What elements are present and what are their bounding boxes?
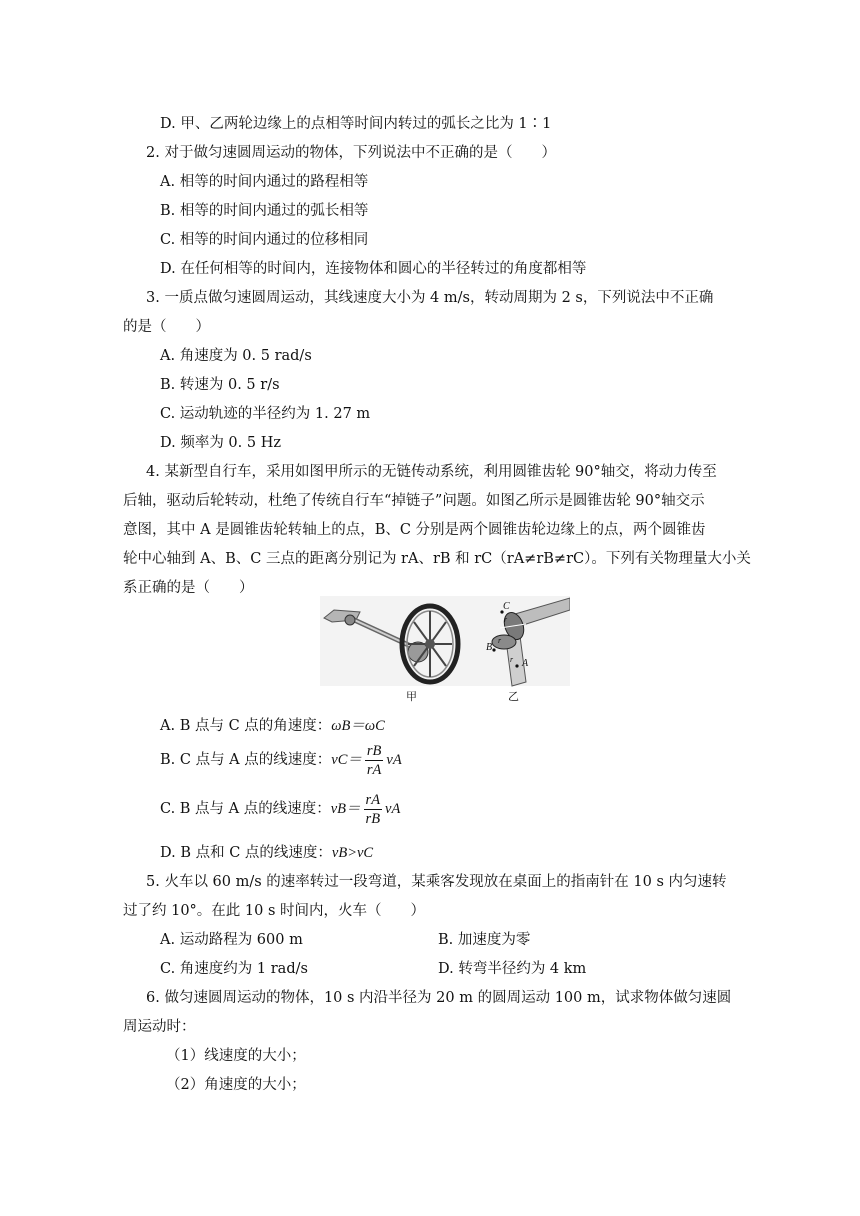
q5-option-a: A. 运动路程为 600 m (160, 932, 303, 948)
q4-option-b-fraction (365, 742, 384, 779)
q1-option-d: D. 甲、乙两轮边缘上的点相等时间内转过的弧长之比为 1∶1 (160, 116, 552, 132)
q4-option-b-lhs: vC＝ (331, 752, 362, 768)
fraction-denominator: rB (365, 810, 381, 827)
q4-option-c-fraction (364, 791, 383, 828)
q3-option-c: C. 运动轨迹的半径约为 1. 27 m (160, 406, 371, 422)
q4-option-d-formula: vB>vC (331, 845, 374, 861)
q4-option-b-rhs: vA (386, 752, 402, 768)
q5-line1: 5. 火车以 60 m/s 的速率转过一段弯道，某乘客发现放在桌面上的指南针在 10 s 内匀速转 (146, 874, 727, 890)
figure-label-jia: 甲 (406, 690, 417, 703)
q3-option-a: A. 角速度为 0. 5 rad/s (160, 348, 312, 364)
q4-option-b-text: B. C 点与 A 点的线速度： (160, 752, 332, 768)
q5-option-b: B. 加速度为零 (438, 932, 531, 948)
q3-option-d: D. 频率为 0. 5 Hz (160, 435, 281, 451)
q4-option-c-rhs: vA (385, 801, 401, 817)
bevel-gear-figure (320, 596, 570, 704)
q2-option-d: D. 在任何相等的时间内，连接物体和圆心的半径转过的角度都相等 (160, 261, 587, 277)
q5-option-d: D. 转弯半径约为 4 km (438, 961, 587, 977)
q3-stem-line1: 3. 一质点做匀速圆周运动，其线速度大小为 4 m/s，转动周期为 2 s，下列说法中不正确 (146, 290, 714, 306)
q4-line5: 系正确的是（ ） (123, 580, 254, 596)
figure-label-yi: 乙 (508, 690, 519, 703)
q4-option-a-text: A. B 点与 C 点的角速度： (160, 718, 332, 734)
radius-b-label: r (498, 636, 502, 645)
q4-option-c (160, 789, 400, 829)
q5-option-c: C. 角速度约为 1 rad/s (160, 961, 308, 977)
q4-option-c-lhs: vB＝ (330, 801, 361, 817)
q4-line4: 轮中心轴到 A、B、C 三点的距离分别记为 rA、rB 和 rC（rA≠rB≠rC）。下列有关物理量大小关 (123, 551, 751, 567)
q6-line1: 6. 做匀速圆周运动的物体，10 s 内沿半径为 20 m 的圆周运动 100 m，试求物体做匀速圆 (146, 990, 732, 1006)
q3-option-b: B. 转速为 0. 5 r/s (160, 377, 280, 393)
q4-option-d-text: D. B 点和 C 点的线速度： (160, 845, 332, 861)
q2-option-c: C. 相等的时间内通过的位移相同 (160, 232, 369, 248)
q2-option-b: B. 相等的时间内通过的弧长相等 (160, 203, 369, 219)
point-a-label: A (522, 658, 529, 669)
q4-line3: 意图，其中 A 是圆锥齿轮转轴上的点，B、C 分别是两个圆锥齿轮边缘上的点，两个圆锥齿 (123, 522, 706, 538)
q6-sub1: （1）线速度的大小； (166, 1048, 306, 1064)
q4-option-a (160, 716, 385, 736)
q4-line1: 4. 某新型自行车，采用如图甲所示的无链传动系统，利用圆锥齿轮 90°轴交，将动力传至 (146, 464, 717, 480)
radius-a-label: r (510, 655, 514, 664)
q2-option-a: A. 相等的时间内通过的路程相等 (160, 174, 369, 190)
q5-line2: 过了约 10°。在此 10 s 时间内，火车（ ） (123, 903, 426, 919)
q3-stem-line2: 的是（ ） (123, 319, 210, 335)
fraction-numerator: rA (365, 791, 381, 808)
q4-option-a-formula: ωB＝ωC (331, 718, 385, 734)
q2-stem: 2. 对于做匀速圆周运动的物体，下列说法中不正确的是（ ） (146, 145, 556, 161)
q4-option-d (160, 843, 373, 863)
q6-sub2: （2）角速度的大小； (166, 1077, 306, 1093)
fraction-denominator: rA (366, 761, 382, 778)
q4-option-b (160, 740, 402, 780)
point-c-label: C (503, 601, 510, 612)
q6-line2: 周运动时： (123, 1019, 196, 1035)
fraction-numerator: rB (366, 742, 382, 759)
q4-line2: 后轴，驱动后轮转动，杜绝了传统自行车“掉链子”问题。如图乙所示是圆锥齿轮 90°轴交示 (123, 493, 705, 509)
q4-option-c-text: C. B 点与 A 点的线速度： (160, 801, 331, 817)
radius-c-label: r (504, 615, 508, 624)
point-b-label: B (486, 642, 493, 653)
